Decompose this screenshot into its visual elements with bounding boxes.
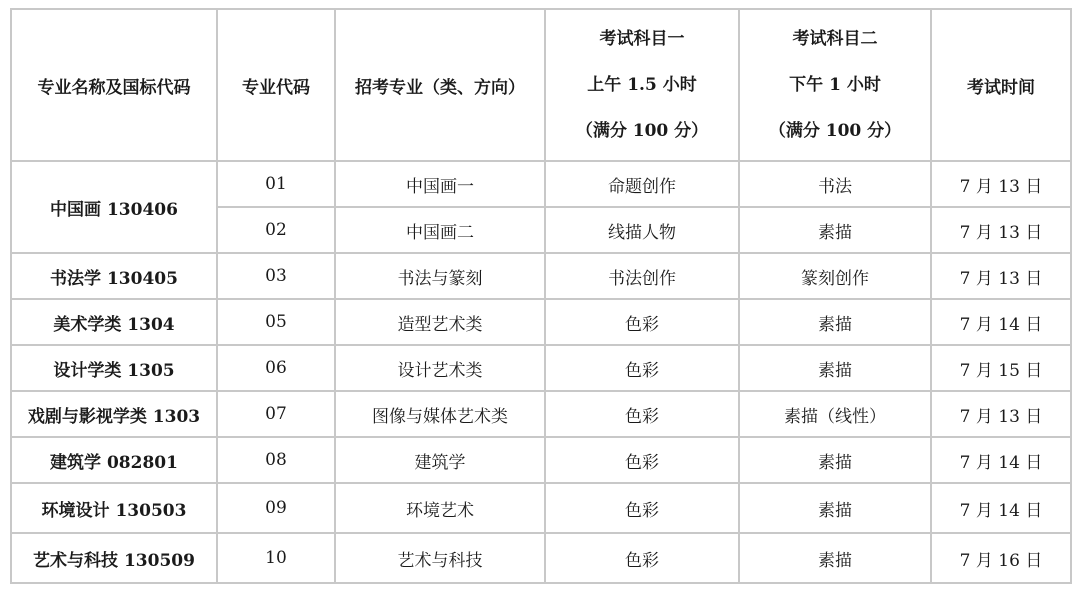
major-name-cell: 艺术与科技 130509 — [11, 533, 217, 583]
header-subject-1-title: 考试科目一 — [599, 29, 685, 49]
direction-cell: 造型艺术类 — [335, 299, 545, 345]
header-major-name: 专业名称及国标代码 — [11, 9, 217, 161]
exam-date-cell: 7 月 14 日 — [931, 483, 1071, 533]
header-subject-2-title: 考试科目二 — [792, 29, 878, 49]
subject-2-cell: 素描 — [739, 533, 931, 583]
major-code-cell: 10 — [217, 533, 335, 583]
direction-cell: 设计艺术类 — [335, 345, 545, 391]
header-subject-1 — [545, 9, 739, 161]
exam-date-cell: 7 月 14 日 — [931, 437, 1071, 483]
major-name-cell: 戏剧与影视学类 1303 — [11, 391, 217, 437]
table-row — [11, 161, 1071, 207]
header-exam-time: 考试时间 — [931, 9, 1071, 161]
subject-2-cell: 素描 — [739, 207, 931, 253]
exam-schedule-table-container — [10, 8, 1070, 584]
header-major-code: 专业代码 — [217, 9, 335, 161]
subject-1-cell: 色彩 — [545, 299, 739, 345]
header-subject-2 — [739, 9, 931, 161]
major-name-cell: 中国画 130406 — [11, 161, 217, 253]
table-row — [11, 483, 1071, 533]
major-code-cell: 01 — [217, 161, 335, 207]
exam-date-cell: 7 月 13 日 — [931, 161, 1071, 207]
exam-date-cell: 7 月 16 日 — [931, 533, 1071, 583]
subject-2-cell: 素描 — [739, 483, 931, 533]
header-subject-1-score: （满分 100 分） — [575, 121, 709, 141]
table-row — [11, 299, 1071, 345]
subject-2-cell: 素描（线性） — [739, 391, 931, 437]
major-name-cell: 美术学类 1304 — [11, 299, 217, 345]
major-code-cell: 06 — [217, 345, 335, 391]
exam-date-cell: 7 月 13 日 — [931, 253, 1071, 299]
major-code-cell: 07 — [217, 391, 335, 437]
table-row — [11, 345, 1071, 391]
direction-cell: 中国画一 — [335, 161, 545, 207]
subject-1-cell: 色彩 — [545, 533, 739, 583]
major-name-cell: 环境设计 130503 — [11, 483, 217, 533]
major-name-cell: 设计学类 1305 — [11, 345, 217, 391]
exam-schedule-table — [10, 8, 1072, 584]
major-code-cell: 02 — [217, 207, 335, 253]
exam-date-cell: 7 月 14 日 — [931, 299, 1071, 345]
subject-1-cell: 色彩 — [545, 483, 739, 533]
major-code-cell: 09 — [217, 483, 335, 533]
direction-cell: 艺术与科技 — [335, 533, 545, 583]
header-subject-2-duration: 下午 1 小时 — [789, 75, 881, 95]
direction-cell: 书法与篆刻 — [335, 253, 545, 299]
exam-date-cell: 7 月 15 日 — [931, 345, 1071, 391]
subject-1-cell: 色彩 — [545, 345, 739, 391]
header-direction: 招考专业（类、方向） — [335, 9, 545, 161]
subject-2-cell: 书法 — [739, 161, 931, 207]
subject-1-cell: 色彩 — [545, 391, 739, 437]
subject-1-cell: 书法创作 — [545, 253, 739, 299]
table-row — [11, 533, 1071, 583]
direction-cell: 图像与媒体艺术类 — [335, 391, 545, 437]
subject-1-cell: 线描人物 — [545, 207, 739, 253]
table-row — [11, 391, 1071, 437]
subject-2-cell: 素描 — [739, 299, 931, 345]
subject-1-cell: 色彩 — [545, 437, 739, 483]
direction-cell: 中国画二 — [335, 207, 545, 253]
major-code-cell: 03 — [217, 253, 335, 299]
major-name-cell: 书法学 130405 — [11, 253, 217, 299]
exam-date-cell: 7 月 13 日 — [931, 207, 1071, 253]
subject-2-cell: 素描 — [739, 345, 931, 391]
major-code-cell: 08 — [217, 437, 335, 483]
direction-cell: 环境艺术 — [335, 483, 545, 533]
subject-2-cell: 篆刻创作 — [739, 253, 931, 299]
table-row — [11, 253, 1071, 299]
direction-cell: 建筑学 — [335, 437, 545, 483]
table-row — [11, 437, 1071, 483]
major-code-cell: 05 — [217, 299, 335, 345]
subject-2-cell: 素描 — [739, 437, 931, 483]
subject-1-cell: 命题创作 — [545, 161, 739, 207]
header-row — [11, 9, 1071, 161]
exam-date-cell: 7 月 13 日 — [931, 391, 1071, 437]
header-subject-2-score: （满分 100 分） — [768, 121, 902, 141]
major-name-cell: 建筑学 082801 — [11, 437, 217, 483]
header-subject-1-duration: 上午 1.5 小时 — [587, 75, 697, 95]
